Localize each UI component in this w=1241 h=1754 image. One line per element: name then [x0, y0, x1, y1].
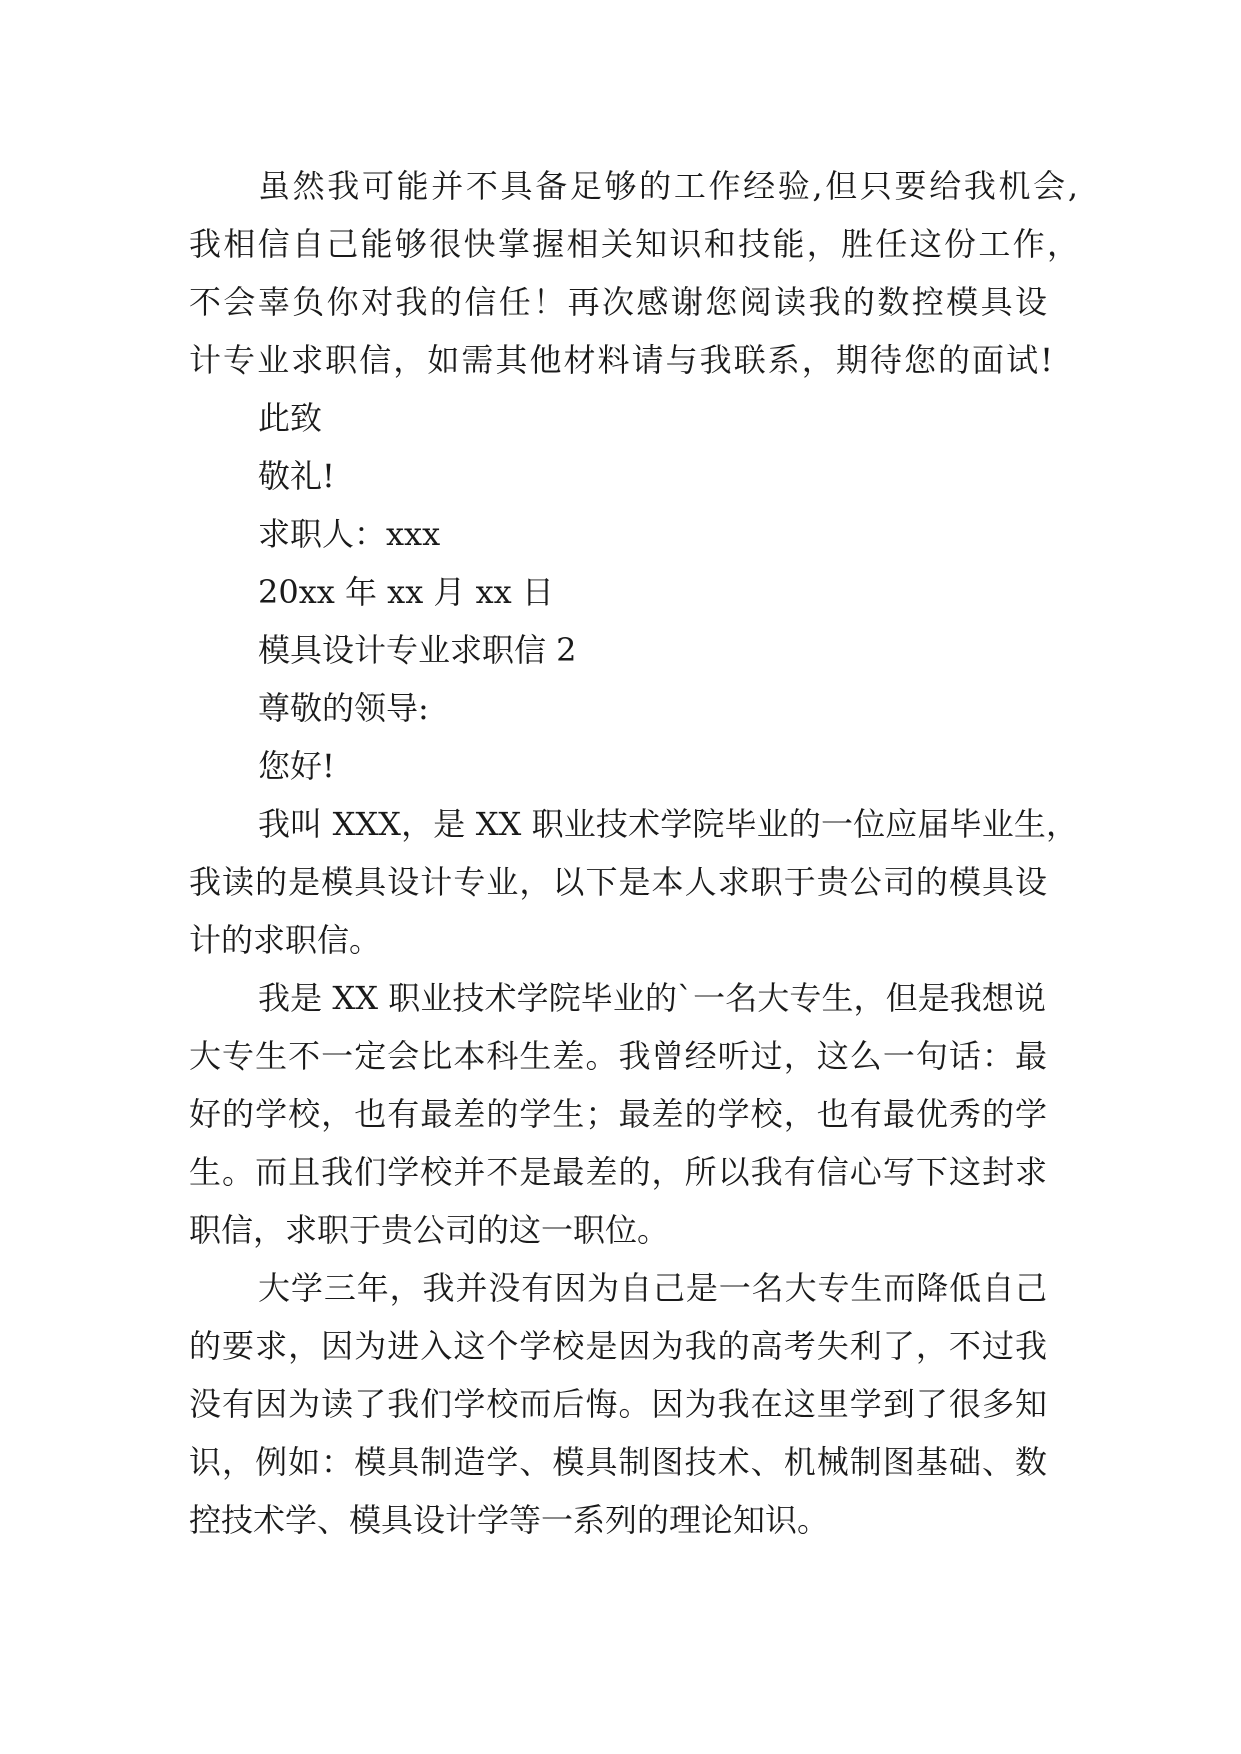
salutation-regards: 敬礼!	[258, 457, 335, 495]
text-line: 生。而且我们学校并不是最差的，所以我有信心写下这封求	[189, 1153, 1047, 1191]
text-line: 好的学校，也有最差的学生；最差的学校，也有最优秀的学	[189, 1095, 1047, 1133]
text-line: 计专业求职信，如需其他材料请与我联系，期待您的面试!	[189, 341, 1053, 379]
text-line: 大专生不一定会比本科生差。我曾经听过，这么一句话：最	[189, 1037, 1047, 1075]
text-line: 计的求职信。	[189, 921, 382, 959]
text-line: 不会辜负你对我的信任！再次感谢您阅读我的数控模具设	[189, 283, 1047, 321]
text-line: 我读的是模具设计专业，以下是本人求职于贵公司的模具设	[189, 863, 1047, 901]
text-line: 大学三年，我并没有因为自己是一名大专生而降低自己	[258, 1269, 1047, 1307]
greeting-hello: 您好!	[258, 747, 335, 785]
greeting-recipient: 尊敬的领导:	[258, 689, 429, 727]
text-line: 没有因为读了我们学校而后悔。因为我在这里学到了很多知	[189, 1385, 1047, 1423]
text-line: 的要求，因为进入这个学校是因为我的高考失利了，不过我	[189, 1327, 1047, 1365]
text-line: 职信，求职于贵公司的这一职位。	[189, 1211, 670, 1249]
section-title: 模具设计专业求职信 2	[258, 631, 577, 669]
text-line: 虽然我可能并不具备足够的工作经验,但只要给我机会,	[258, 167, 1078, 205]
text-line: 我叫 XXX，是 XX 职业技术学院毕业的一位应届毕业生，	[258, 805, 1078, 843]
text-line: 识，例如：模具制造学、模具制图技术、机械制图基础、数	[189, 1443, 1047, 1481]
text-line: 控技术学、模具设计学等一系列的理论知识。	[189, 1501, 830, 1539]
letter-date: 20xx 年 xx 月 xx 日	[258, 573, 554, 611]
text-line: 我是 XX 职业技术学院毕业的`一名大专生，但是我想说	[258, 979, 1046, 1017]
text-line: 我相信自己能够很快掌握相关知识和技能，胜任这份工作，	[189, 225, 1079, 263]
applicant-signature: 求职人：xxx	[258, 515, 441, 553]
salutation-closing: 此致	[258, 399, 323, 437]
